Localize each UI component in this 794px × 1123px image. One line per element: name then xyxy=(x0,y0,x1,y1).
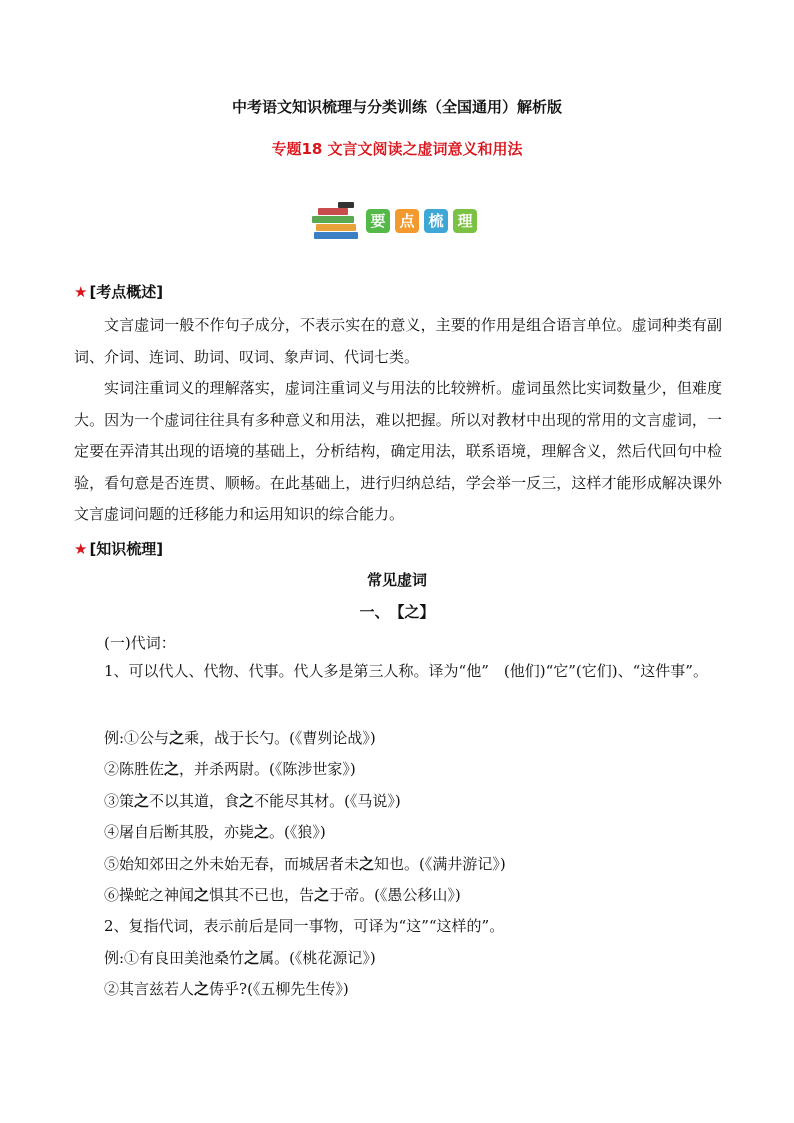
key-points-banner xyxy=(308,200,488,242)
banner-char-3: 梳 xyxy=(424,209,448,233)
topic-subtitle: 专题18 文言文阅读之虚词意义和用法 xyxy=(271,140,523,158)
pronoun-subheading: (一)代词： xyxy=(104,634,176,652)
section-heading-knowledge: ★ [知识梳理] xyxy=(74,540,164,558)
books-icon xyxy=(308,202,362,242)
section-heading-overview: ★ [考点概述] xyxy=(74,283,164,301)
document-title: 中考语文知识梳理与分类训练（全国通用）解析版 xyxy=(231,98,562,116)
common-particles-title: 常见虚词 xyxy=(366,571,427,589)
example-line: 例:①有良田美池桑竹之属。(《桃花源记》) xyxy=(104,949,376,967)
banner-char-4: 理 xyxy=(453,209,477,233)
example-line: ⑥操蛇之神闻之惧其不已也，告之于帝。(《愚公移山》) xyxy=(104,886,461,904)
example-line: ②其言兹若人之俦乎?(《五柳先生传》) xyxy=(104,980,349,998)
particle-zhi-title: 一、 【之】 xyxy=(359,603,435,621)
item-1-text: 1、可以代人、代物、代事。代人多是第三人称。译为“他” (他们)“它”(它们)、“这件事”。 xyxy=(104,662,708,680)
item-2-text: 2、复指代词，表示前后是同一事物，可译为“这”“这样的”。 xyxy=(104,917,505,935)
example-line: ②陈胜佐之，并杀两尉。(《陈涉世家》) xyxy=(104,760,356,778)
banner-char-1: 要 xyxy=(366,209,390,233)
banner-char-2: 点 xyxy=(395,209,419,233)
star-icon: ★ xyxy=(74,283,88,301)
example-line: 例:①公与之乘，战于长勺。(《曹刿论战》) xyxy=(104,729,376,747)
overview-paragraph-2: 实词注重词义的理解落实，虚词注重词义与用法的比较辨析。虚词虽然比实词数量少，但难度大。因为一个虚词往往具有多种意义和用法，难以把握。所以对教材中出现的常用的文言虚词，一定要在弄清其出现的语境的基础上，分析结构，确定用法，联系语境，理解含义，然后代回句中检验，看句意是否连贯、顺畅。在此基础上，进行归纳总结，学会举一反三，这样才能形成解决课外文言虚词问题的迁移能力和运用知识的综合能力。 xyxy=(74,379,722,523)
example-line: ③策之不以其道，食之不能尽其材。(《马说》) xyxy=(104,792,401,810)
overview-paragraph-1: 文言虚词一般不作句子成分，不表示实在的意义，主要的作用是组合语言单位。虚词种类有副词、介词、连词、助词、叹词、象声词、代词七类。 xyxy=(74,316,722,366)
star-icon: ★ xyxy=(74,540,88,558)
example-line: ④屠自后断其股，亦毙之。(《狼》) xyxy=(104,823,326,841)
example-line: ⑤始知郊田之外未始无春，而城居者未之知也。(《满井游记》) xyxy=(104,855,506,873)
